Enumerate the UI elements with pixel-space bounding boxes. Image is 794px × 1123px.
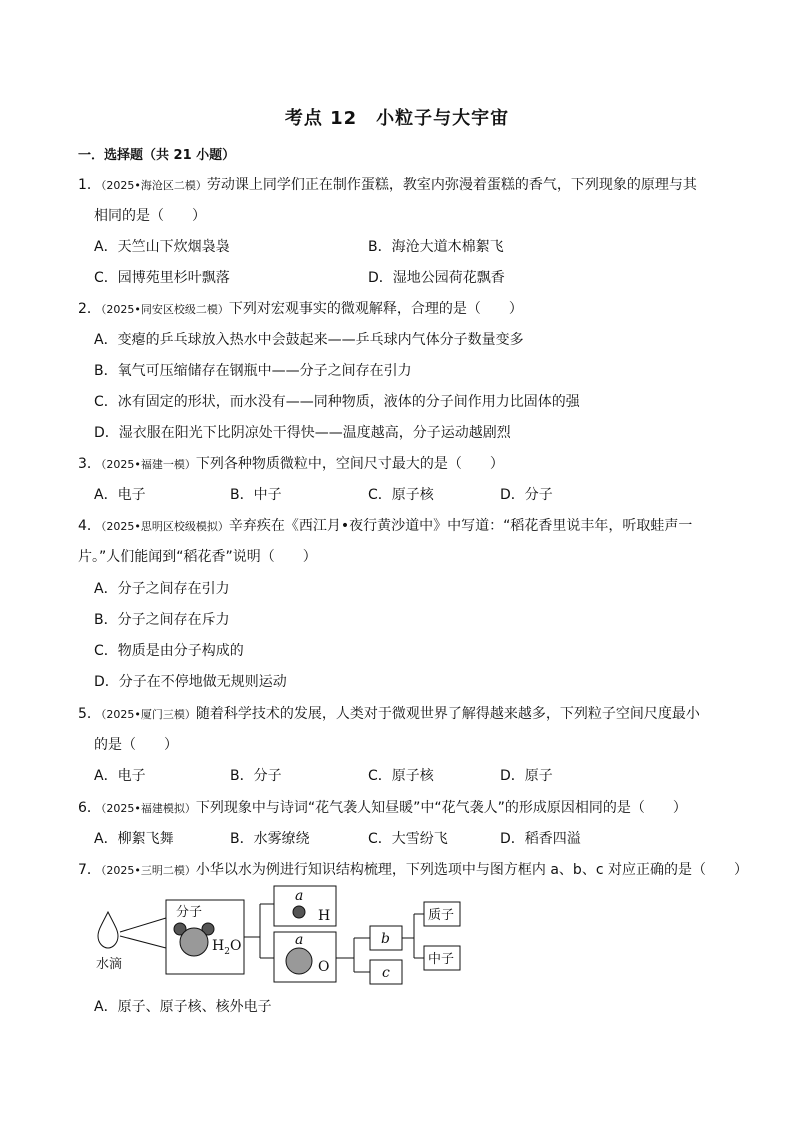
- oxygen-atom-icon: [180, 928, 208, 956]
- q4-option-a: A．分子之间存在引力: [94, 581, 230, 597]
- q6-option-c: C．大雪纷飞: [368, 831, 448, 847]
- question-7-line-1: [78, 859, 748, 879]
- question-source: （2025•同安区校级二模）: [100, 303, 229, 316]
- page-title: 考点 12 小粒子与大宇宙: [284, 108, 510, 129]
- connector-line: [120, 918, 166, 932]
- question-number: 2．: [78, 301, 101, 317]
- question-source: （2025•厦门三模）: [100, 708, 196, 721]
- question-1-line-2: 相同的是（ ）: [94, 208, 206, 224]
- q2-option-b: B．氧气可压缩储存在钢瓶中——分子之间存在引力: [94, 363, 412, 379]
- hydrogen-label: H: [318, 908, 331, 924]
- oxygen-atom-icon: [286, 948, 312, 974]
- proton-label: 质子: [428, 908, 455, 923]
- q5-option-d: D．原子: [500, 768, 553, 784]
- question-source: （2025•海沧区二模）: [100, 179, 207, 192]
- q6-option-a: A．柳絮飞舞: [94, 831, 174, 847]
- question-3-line-1: [78, 453, 504, 473]
- question-text: 下列对宏观事实的微观解释，合理的是（ ）: [228, 301, 523, 317]
- question-number: 1．: [78, 177, 101, 193]
- q1-option-c: C．园博苑里杉叶飘落: [94, 270, 230, 286]
- question-text: 随着科学技术的发展，人类对于微观世界了解得越来越多，下列粒子空间尺度最小: [195, 706, 700, 722]
- drop-label: 水滴: [96, 957, 123, 972]
- box-b-label: b: [381, 931, 390, 947]
- q3-option-b: B．中子: [230, 487, 282, 503]
- connector-line: [120, 936, 166, 948]
- question-5-line-1: [78, 703, 700, 723]
- q3-option-c: C．原子核: [368, 487, 434, 503]
- question-5-line-2: 的是（ ）: [94, 737, 178, 753]
- q4-option-b: B．分子之间存在斥力: [94, 612, 230, 628]
- water-drop-icon: [98, 912, 118, 948]
- oxygen-label: O: [318, 959, 330, 975]
- q1-option-d: D．湿地公园荷花飘香: [368, 270, 505, 286]
- question-source: （2025•三明二模）: [100, 864, 196, 877]
- question-source: （2025•福建一模）: [100, 458, 196, 471]
- question-2-line-1: [78, 298, 523, 318]
- box-c-label: c: [382, 965, 390, 981]
- question-number: 4．: [78, 518, 101, 534]
- q2-option-c: C．冰有固定的形状，而水没有——同种物质，液体的分子间作用力比固体的强: [94, 394, 580, 410]
- q4-option-d: D．分子在不停地做无规则运动: [94, 674, 287, 690]
- question-text: 下列现象中与诗词“花气袭人知昼暖”中“花气袭人”的形成原因相同的是（ ）: [195, 800, 687, 816]
- q5-option-c: C．原子核: [368, 768, 434, 784]
- q3-option-a: A．电子: [94, 487, 146, 503]
- section-heading: 一．选择题（共 21 小题）: [78, 148, 236, 163]
- neutron-label: 中子: [428, 952, 455, 967]
- question-number: 3．: [78, 456, 101, 472]
- q4-option-c: C．物质是由分子构成的: [94, 643, 244, 659]
- question-4-line-1: [78, 515, 692, 535]
- box-a-label: a: [295, 888, 304, 904]
- question-number: 7．: [78, 862, 101, 878]
- question-number: 6．: [78, 800, 101, 816]
- question-text: 下列各种物质微粒中，空间尺寸最大的是（ ）: [195, 456, 504, 472]
- q5-option-a: A．电子: [94, 768, 146, 784]
- molecule-label: 分子: [176, 905, 203, 920]
- question-1-line-1: [78, 174, 697, 194]
- question-number: 5．: [78, 706, 101, 722]
- q6-option-b: B．水雾缭绕: [230, 831, 310, 847]
- q6-option-d: D．稻香四溢: [500, 831, 581, 847]
- q2-option-d: D．湿衣服在阳光下比阴凉处干得快——温度越高，分子运动越剧烈: [94, 425, 511, 441]
- question-source: （2025•思明区校级模拟）: [100, 520, 229, 533]
- q1-option-a: A．天竺山下炊烟袅袅: [94, 239, 230, 255]
- hydrogen-atom-icon: [293, 906, 305, 918]
- question-6-line-1: [78, 797, 687, 817]
- q2-option-a: A．变瘪的乒乓球放入热水中会鼓起来——乒乓球内气体分子数量变多: [94, 332, 524, 348]
- q5-option-b: B．分子: [230, 768, 282, 784]
- question-text: 小华以水为例进行知识结构梳理，下列选项中与图方框内 a、b、c 对应正确的是（ ）: [195, 862, 748, 878]
- q3-option-d: D．分子: [500, 487, 553, 503]
- box-a-label: a: [295, 932, 304, 948]
- formula: $H_2O$: [212, 938, 242, 957]
- q7-option-a: A．原子、原子核、核外电子: [94, 999, 272, 1015]
- water-structure-diagram: [92, 880, 472, 990]
- q1-option-b: B．海沧大道木棉絮飞: [368, 239, 504, 255]
- question-source: （2025•福建模拟）: [100, 802, 196, 815]
- question-4-line-2: 片。”人们能闻到“稻花香”说明（ ）: [78, 549, 317, 565]
- question-text: 劳动课上同学们正在制作蛋糕，教室内弥漫着蛋糕的香气，下列现象的原理与其: [206, 177, 697, 193]
- question-text: 辛弃疾在《西江月•夜行黄沙道中》中写道：“稻花香里说丰年，听取蛙声一: [228, 518, 693, 534]
